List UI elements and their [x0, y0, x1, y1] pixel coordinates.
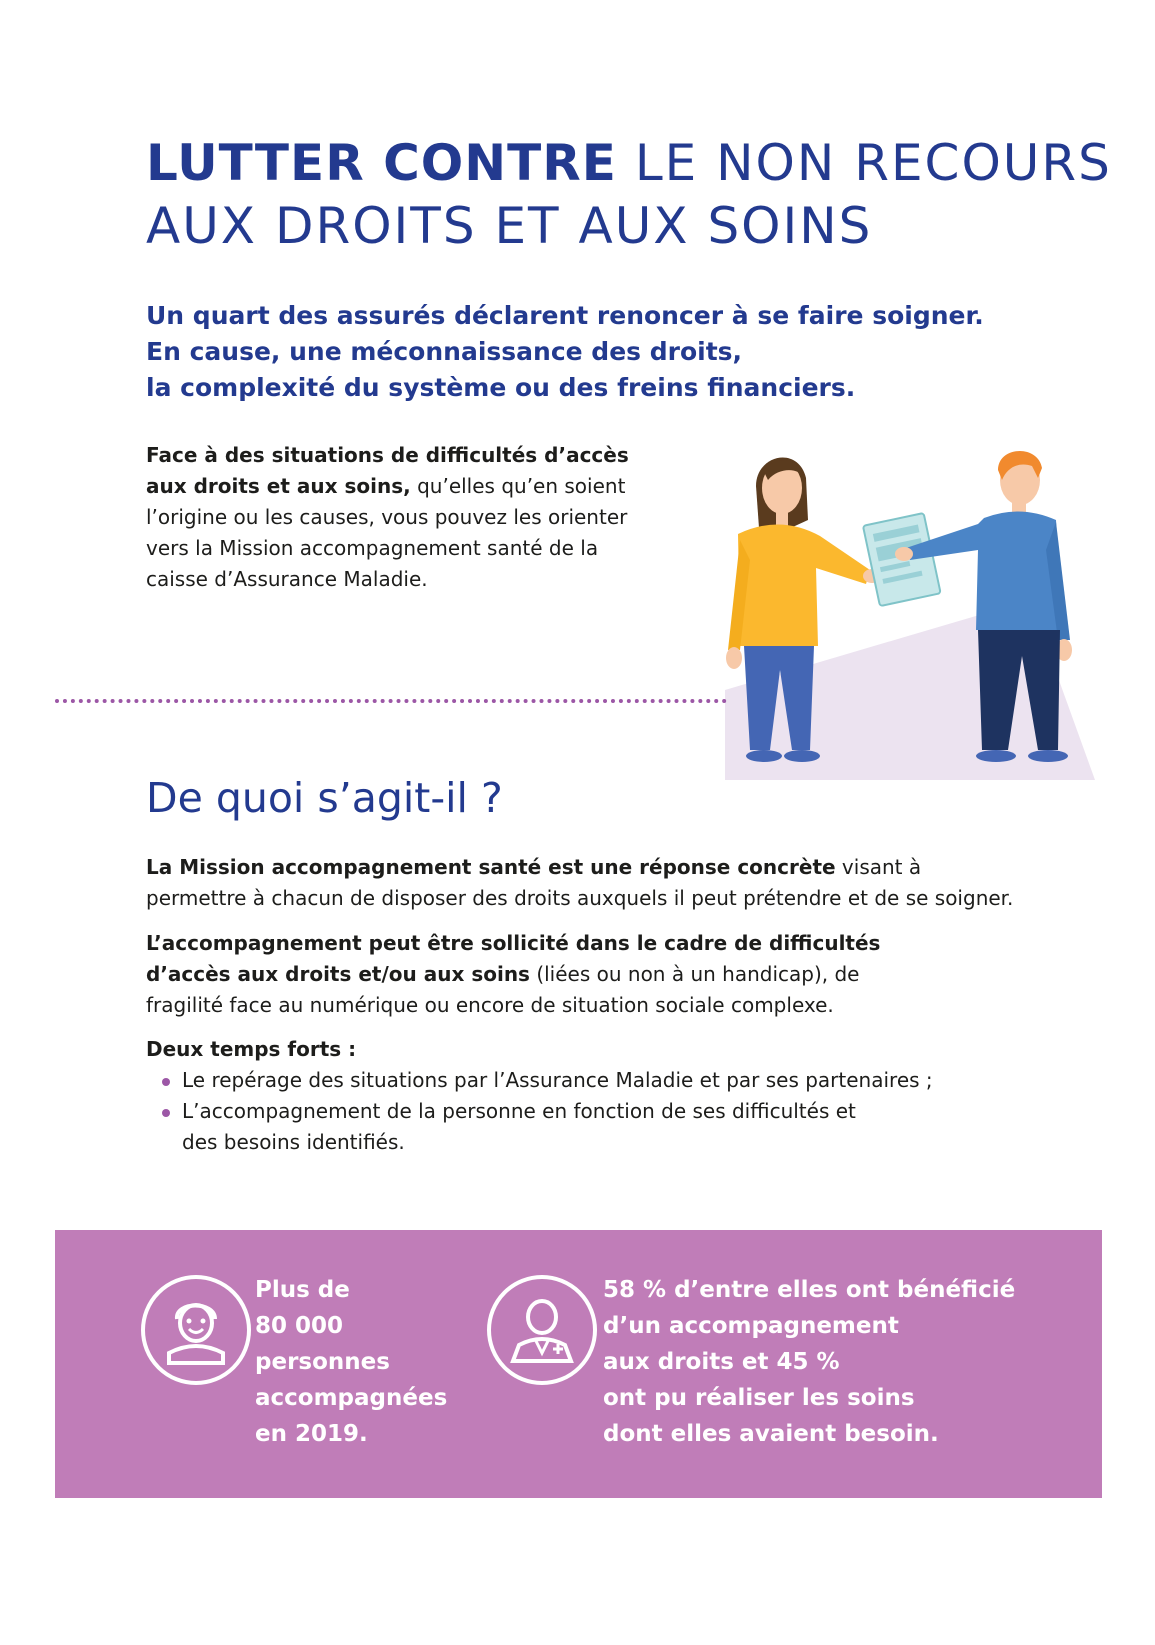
p1-bold: La Mission accompagnement santé est une réponse concrète — [146, 855, 836, 879]
section-heading: De quoi s’agit-il ? — [146, 774, 503, 822]
dotted-divider — [55, 699, 727, 703]
stat-left — [255, 1272, 447, 1452]
stat-left-line: Plus de — [255, 1277, 350, 1303]
key-steps-label: Deux temps forts : — [146, 1037, 357, 1061]
doctor-icon — [487, 1275, 597, 1385]
section-paragraph-2 — [146, 928, 906, 1021]
p2-rest: (liées ou non à un handicap), de fragilité face au numérique ou encore de situation sociale complexe. — [146, 962, 860, 1017]
list-item: L’accompagnement de la personne en fonction de ses difficultés et des besoins identifiés. — [160, 1096, 882, 1158]
lead-line2: En cause, une méconnaissance des droits, — [146, 337, 743, 366]
stat-left-line: accompagnées — [255, 1385, 448, 1411]
title-bold: LUTTER CONTRE — [146, 134, 617, 192]
lead-line3: la complexité du système ou des freins financiers. — [146, 373, 856, 402]
stat-right-line: dont elles avaient besoin. — [603, 1421, 939, 1447]
section-paragraph-1 — [146, 852, 1026, 914]
title-line2: AUX DROITS ET AUX SOINS — [146, 197, 873, 255]
two-people-exchanging-document — [720, 450, 1100, 790]
stat-right-line: ont pu réaliser les soins — [603, 1385, 915, 1411]
intro-paragraph — [146, 440, 666, 595]
list-item: Le repérage des situations par l’Assurance Maladie et par ses partenaires ; — [160, 1065, 1020, 1096]
p2-bold: L’accompagnement peut être sollicité dans le cadre de difficultés d’accès aux droits et/ou aux soins — [146, 931, 881, 986]
stat-right — [603, 1272, 1015, 1452]
lead-line1: Un quart des assurés déclarent renoncer à se faire soigner. — [146, 301, 984, 330]
stat-right-line: 58 % d’entre elles ont bénéficié — [603, 1277, 1016, 1303]
p1-rest: visant à permettre à chacun de disposer des droits auxquels il peut prétendre et de se soigner. — [146, 855, 1014, 910]
stat-left-line: en 2019. — [255, 1421, 368, 1447]
stats-band — [55, 1230, 1102, 1498]
stat-right-line: d’un accompagnement — [603, 1313, 899, 1339]
key-steps-list — [160, 1065, 1020, 1158]
stat-left-line: personnes — [255, 1349, 390, 1375]
stat-right-line: aux droits et 45 % — [603, 1349, 840, 1375]
smiling-person-icon — [141, 1275, 251, 1385]
lead-text — [146, 298, 984, 406]
title-line1-rest: LE NON RECOURS — [616, 134, 1112, 192]
page-title — [146, 132, 1112, 258]
intro-rest: qu’elles qu’en soient l’origine ou les causes, vous pouvez les orienter vers la Mission accompagnement santé de la caisse d’Assurance Maladie. — [146, 474, 628, 591]
intro-bold: Face à des situations de difficultés d’accès aux droits et aux soins, — [146, 443, 629, 498]
stat-left-line: 80 000 — [255, 1313, 344, 1339]
